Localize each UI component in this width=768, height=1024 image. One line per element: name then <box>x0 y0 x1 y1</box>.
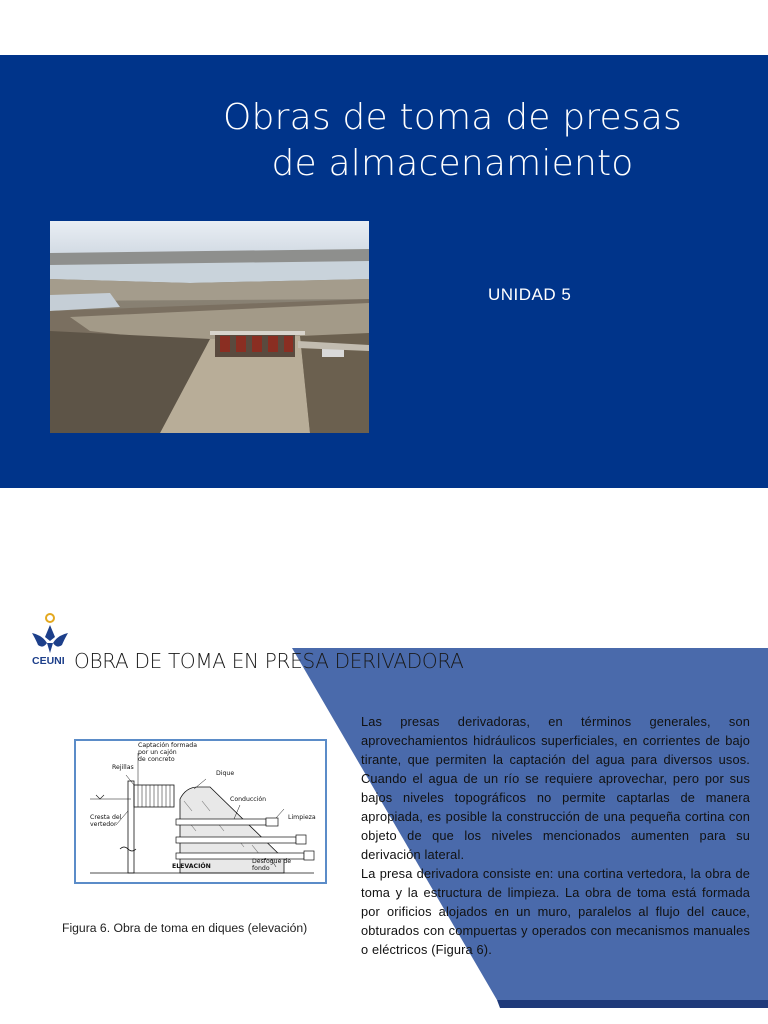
figure-label-limpieza: Limpieza <box>288 814 316 821</box>
logo-text: CEUNI <box>32 655 65 667</box>
figure-label-rejillas: Rejillas <box>112 764 134 771</box>
body-paragraph-1: Las presas derivadoras, en términos generales, son aprovechamientos hidráulicos superficiales, en corrientes de bajo tirante, que permiten la captación del agua para diversos usos. Cuando el agua de un río se requiere aprovechar, pero por sus bajos niveles topográficos no permite captarlas de manera apropiada, es posible la construcción de una pequeña cortina con objeto de que los niveles mencionados aumenten para su derivación lateral. <box>361 714 750 862</box>
figure-label-captacion-line-1: Captación formada <box>138 742 197 749</box>
slide-title-line-2: de almacenamiento <box>271 143 634 184</box>
content-slide <box>0 595 768 1024</box>
slide-title <box>150 95 755 187</box>
figure-caption: Figura 6. Obra de toma en diques (elevación) <box>62 921 308 935</box>
figure-label-captacion-line-3: de concreto <box>138 756 175 763</box>
slide-title-line-1: Obras de toma de presas <box>222 97 683 138</box>
slide-heading: OBRA DE TOMA EN PRESA DERIVADORA <box>74 649 464 673</box>
figure-label-cresta-line-1: Cresta del <box>90 814 122 821</box>
dam-aerial-photo <box>50 221 369 433</box>
unit-label: UNIDAD 5 <box>488 285 572 304</box>
figure-label-dique: Dique <box>216 770 235 777</box>
figure-label-conduccion: Conducción <box>230 796 267 803</box>
figure-label-desfogue-line-1: Desfogue de <box>252 858 292 865</box>
intake-figure <box>74 739 327 884</box>
title-slide <box>0 55 768 488</box>
figure-label-cresta-line-2: vertedor <box>90 821 117 828</box>
body-text <box>361 712 750 959</box>
figure-label-elevacion: ELEVACIÓN <box>172 863 211 870</box>
body-paragraph-2: La presa derivadora consiste en: una cortina vertedora, la obra de toma y la estructura de limpieza. La obra de toma está formada por orificios alojados en un muro, paralelos al flujo del cauce, obturados con compuertas y operados con mecanismos manuales o eléctricos (Figura 6). <box>361 866 750 957</box>
figure-label-desfogue-line-2: fondo <box>252 865 270 872</box>
figure-label-captacion-line-2: por un cajón <box>138 749 177 756</box>
